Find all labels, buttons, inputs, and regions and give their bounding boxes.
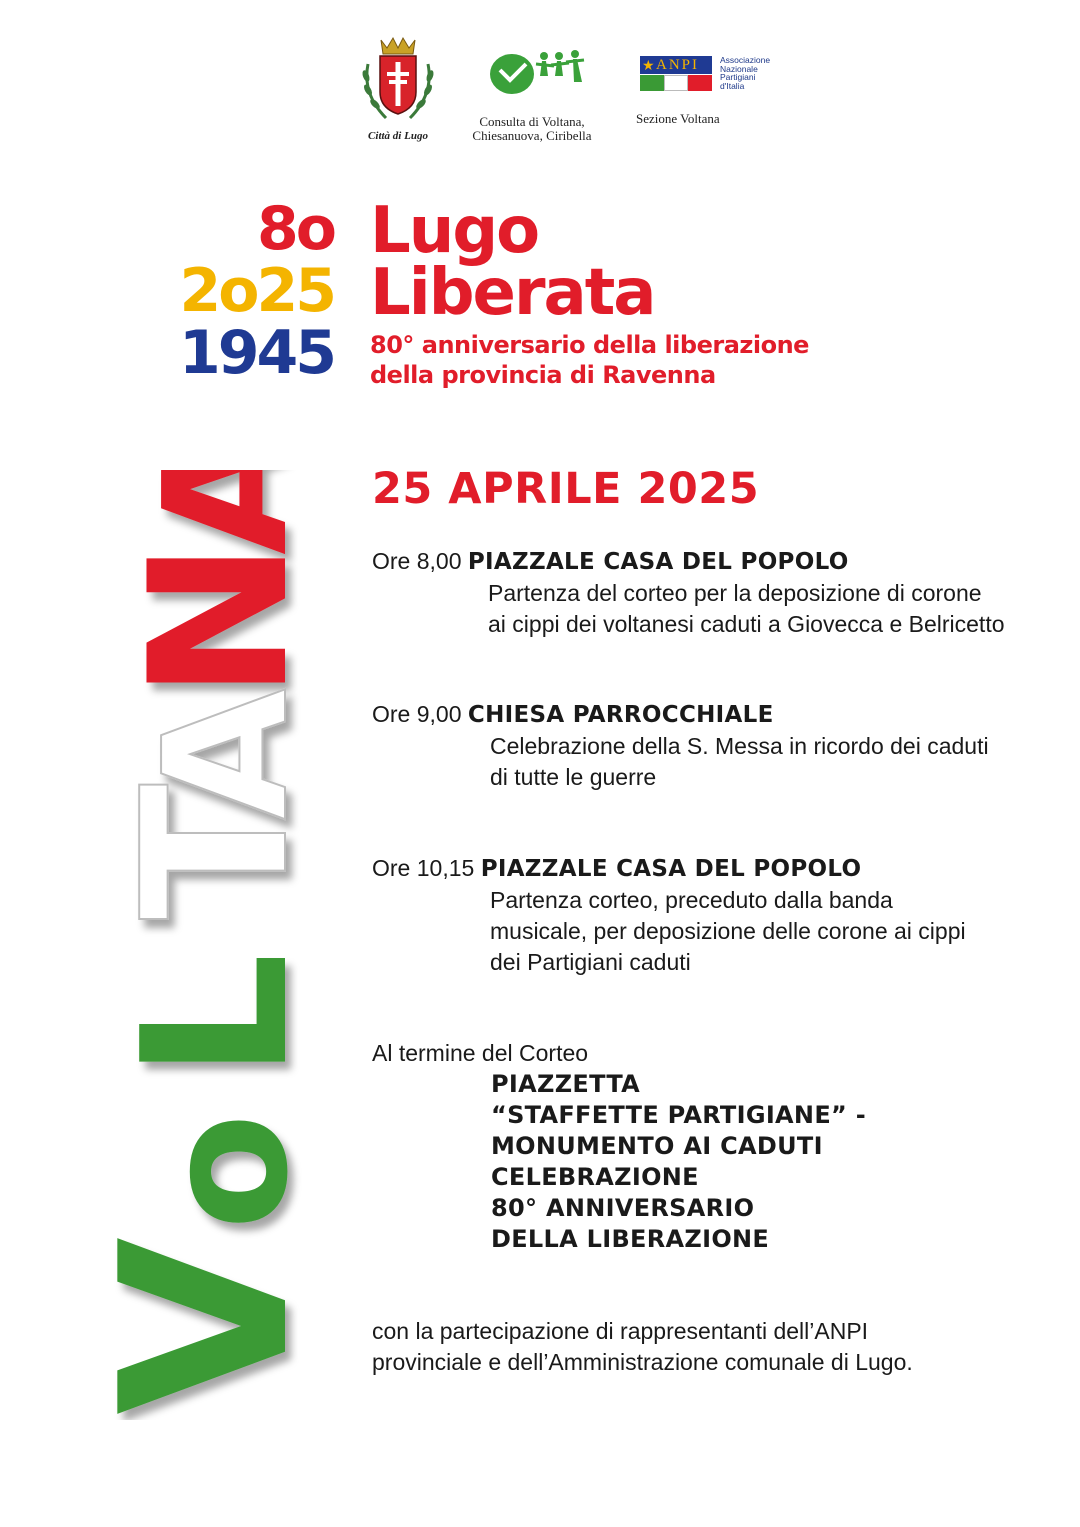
event-1-desc-1: Partenza del corteo per la deposizione di corone [488,580,982,606]
voltana-brush-word [70,470,330,1420]
anpi-name-2: Nazionale [720,63,758,74]
city-crest-icon [356,34,440,124]
anpi-name-4: d'Italia [720,80,745,91]
anpi-name-3: Partigiani [720,72,756,82]
number-1945: 1945 [179,318,334,388]
title-block [370,194,930,390]
event-2-desc-2: di tutte le guerre [490,764,657,790]
anpi-name-1: Associazione [720,55,771,65]
event-1-time: Ore 8,00 [372,548,462,574]
number-2025: 2o25 [179,256,334,326]
brush-letter-a2: A [128,470,326,555]
anpi-mark: ANPI [656,57,700,73]
brush-letter-n: N [109,540,330,700]
participation-line-1: con la partecipazione di rappresentanti dell’ANPI [372,1318,869,1344]
event-2-place: CHIESA PARROCCHIALE [467,702,774,728]
final-line-4: CELEBRAZIONE [491,1163,699,1191]
event-3-desc-3: dei Partigiani caduti [490,949,691,975]
title-liberata: Liberata [370,256,655,330]
event-3-desc-2: musicale, per deposizione delle corone ai cippi [490,918,966,944]
final-celebration [372,1038,1052,1255]
years-block [140,194,334,388]
tricolor-red [688,75,712,91]
final-line-5: 80° ANNIVERSARIO [491,1194,755,1222]
consulta-caption-2: Chiesanuova, Ciribella [472,128,592,143]
event-2 [372,699,1052,793]
event-1-desc-2: ai cippi dei voltanesi caduti a Giovecca e Belricetto [488,611,1005,637]
participation-note [372,1316,1052,1378]
event-3-place: PIAZZALE CASA DEL POPOLO [480,856,862,882]
final-line-3: MONUMENTO AI CADUTI [491,1132,823,1160]
subtitle-line-2: della provincia di Ravenna [370,361,716,389]
subtitle-line-1: 80° anniversario della liberazione [370,331,809,359]
brush-letter-t: T [100,783,330,920]
brush-letter-l: L [100,952,330,1080]
running-figures-icon [462,46,602,98]
event-1-place: PIAZZALE CASA DEL POPOLO [467,549,849,575]
tricolor-white [664,75,688,91]
number-80: 8o [257,194,334,264]
anpi-logo [636,56,796,132]
tricolor-green [640,75,664,91]
event-2-desc-1: Celebrazione della S. Messa in ricordo dei caduti [490,733,989,759]
final-intro: Al termine del Corteo [372,1040,589,1066]
brush-letter-o: o [128,1113,326,1230]
brush-letter-a: A [128,688,326,820]
title-lugo: Lugo [370,194,539,268]
event-2-time: Ore 9,00 [372,701,462,727]
event-3-desc-1: Partenza corteo, preceduto dalla banda [490,887,893,913]
event-1 [372,546,1052,640]
city-caption: Città di Lugo [368,130,428,142]
star-icon: ★ [642,57,655,73]
brush-letter-v: V [73,1236,330,1415]
consulta-logo [462,46,602,142]
final-line-2: “STAFFETTE PARTIGIANE” - [491,1101,867,1129]
event-3 [372,853,1052,978]
final-line-6: DELLA LIBERAZIONE [491,1225,770,1253]
anpi-caption: Sezione Voltana [636,111,720,126]
participation-line-2: provinciale e dell’Amministrazione comunale di Lugo. [372,1349,913,1375]
consulta-caption-1: Consulta di Voltana, [479,114,585,129]
event-3-time: Ore 10,15 [372,855,475,881]
final-line-1: PIAZZETTA [491,1070,640,1098]
city-of-lugo-logo [356,34,440,140]
event-date: 25 APRILE 2025 [372,464,760,514]
